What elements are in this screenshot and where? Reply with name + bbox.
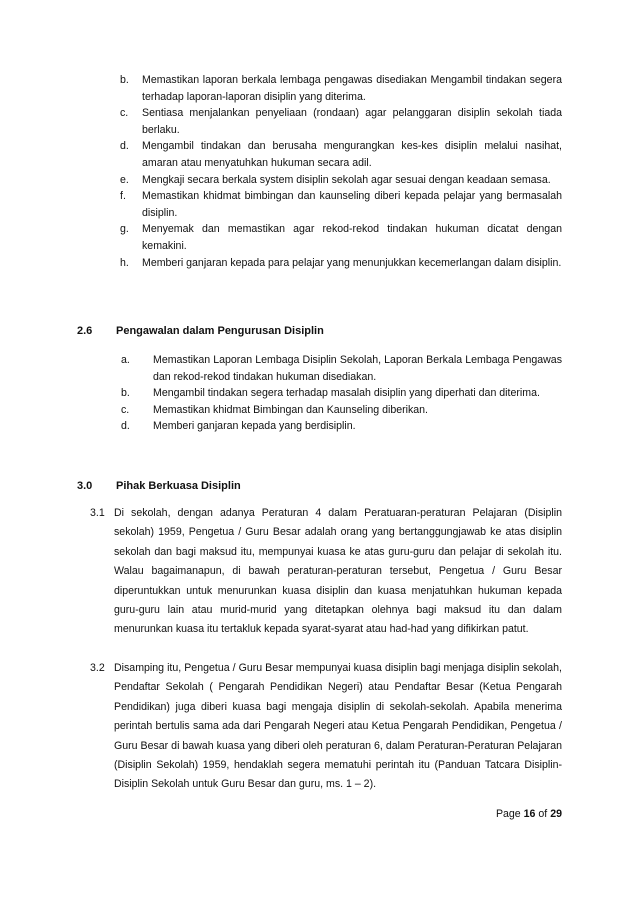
list-item: d. Mengambil tindakan dan berusaha mengurangkan kes-kes disiplin melalui nasihat, amaran atau menyatuhkan hukuman secara adil. [120, 140, 562, 169]
section-number: 3.0 [77, 480, 93, 492]
list-item: h. Memberi ganjaran kepada para pelajar yang menunjukkan kecemerlangan dalam disiplin. [120, 256, 562, 269]
list-item: a. Memastikan Laporan Lembaga Disiplin Sekolah, Laporan Berkala Lembaga Pengawas dan rekod-rekod tindakan hukuman disediakan. [121, 354, 562, 383]
list-item: e. Mengkaji secara berkala system disiplin sekolah agar sesuai dengan keadaan semasa. [120, 173, 551, 186]
section-2-6-list [121, 352, 562, 435]
paragraph-3-2 [90, 659, 562, 795]
section-heading-3-0 [77, 478, 241, 494]
top-list [120, 72, 562, 271]
section-number: 2.6 [77, 325, 93, 337]
list-item: d. Memberi ganjaran kepada yang berdisiplin. [121, 420, 356, 433]
list-item: b. Memastikan laporan berkala lembaga pengawas disediakan Mengambil tindakan segera terhadap laporan-laporan disiplin yang diterima. [120, 74, 562, 103]
section-title: Pihak Berkuasa Disiplin [116, 480, 241, 492]
paragraph-3-1 [90, 504, 562, 640]
list-item: g. Menyemak dan memastikan agar rekod-rekod tindakan hukuman dicatat dengan kemakini. [120, 223, 562, 252]
page-footer: Page 16 of 29 [495, 808, 562, 820]
section-heading-2-6 [77, 323, 324, 339]
paragraph-number: 3.2 [90, 662, 105, 674]
list-item: b. Mengambil tindakan segera terhadap masalah disiplin yang diperhati dan diterima. [121, 387, 540, 400]
list-item: c. Memastikan khidmat Bimbingan dan Kaunseling diberikan. [121, 403, 429, 416]
paragraph-text: Di sekolah, dengan adanya Peraturan 4 dalam Peratuaran-peraturan Pelajaran (Disiplin sekolah) 1959, Pengetua / Guru Besar adalah orang yang bertanggungjawab ke atas disiplin sekolah dan bagi maksud itu, mempunyai kuasa ke atas guru-guru dan pelajar di sekolah itu. Walau bagaimanapun, di bawah peraturan-peraturan tersebut, Pengetua / Guru Besar diperuntukkan untuk menurunkan kuasa disiplin dan kuasa menjatuhkan hukuman kepada guru-guru lain atau murid-murid yang ditetapkan olehnya bagi maksud itu dan dalam menurunkan kuasa itu tertakluk kepada syarat-syarat atau had-had yang difikirkan patut. [114, 507, 562, 636]
list-item: c. Sentiasa menjalankan penyeliaan (rondaan) agar pelanggaran disiplin sekolah tiada berlaku. [120, 107, 562, 136]
paragraph-number: 3.1 [90, 507, 105, 519]
paragraph-text: Disamping itu, Pengetua / Guru Besar mempunyai kuasa disiplin bagi menjaga disiplin sekolah, Pendaftar Sekolah ( Pengarah Pendidikan Negeri) atau Pendaftar Besar (Ketua Pengarah Pendidikan) juga diberi kuasa bagi mengaja disiplin di sekolah-sekolah. Apabila menerima perintah bertulis sama ada dari Pengarah Negeri atau Ketua Pengarah Pendidikan, Pengetua / Guru Besar di bawah kuasa yang diberi oleh peraturan 6, dalam Peraturan-Peraturan Pelajaran (Disiplin Sekolah) 1959, hendaklah segera mematuhi perintah itu (Panduan Tatcara Disiplin-Disiplin Sekolah untuk Guru Besar dan guru, ms. 1 – 2). [114, 662, 562, 791]
section-title: Pengawalan dalam Pengurusan Disiplin [116, 325, 324, 337]
list-item: f. Memastikan khidmat bimbingan dan kaunseling diberi kepada pelajar yang bermasalah disiplin. [120, 190, 562, 219]
